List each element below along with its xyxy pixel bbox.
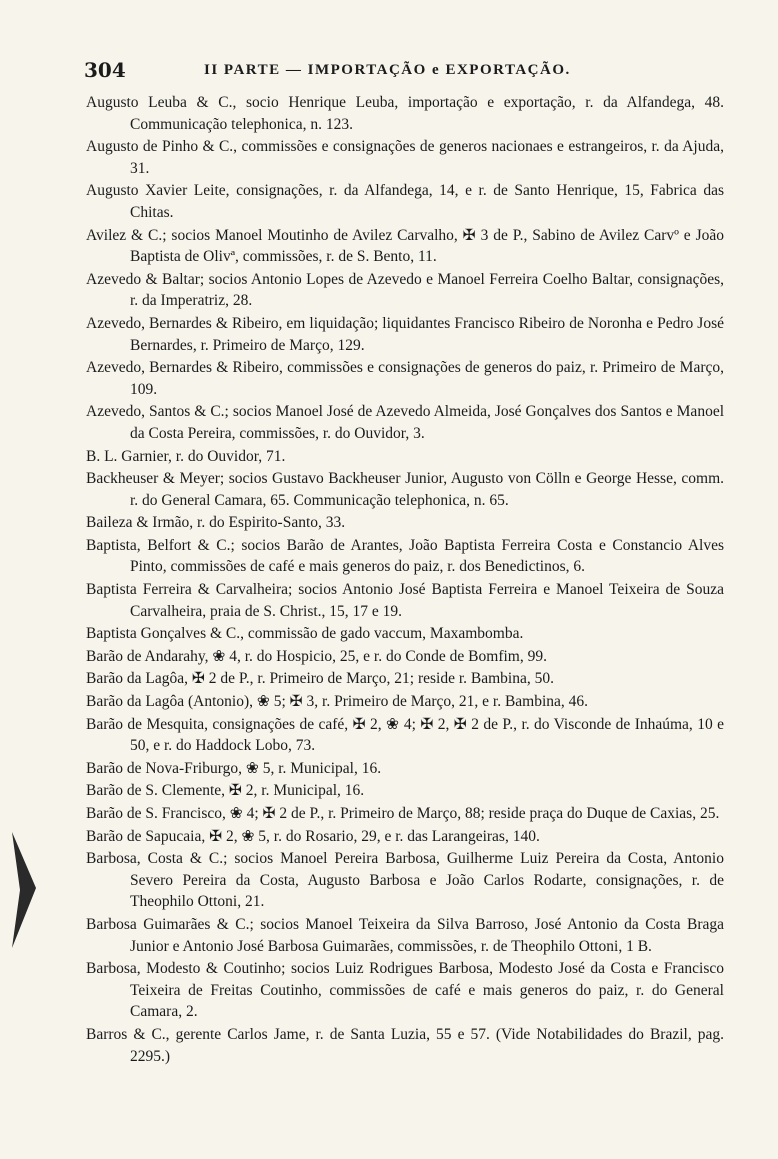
directory-entry: Barão de S. Francisco, ❀ 4; ✠ 2 de P., r. Primeiro de Março, 88; reside praça do Duque de Caxias, 25. — [86, 805, 720, 822]
directory-entry: Baptista Ferreira & Carvalheira; socios Antonio José Baptista Ferreira e Manoel Teixeira de Souza Carvalheira, praia de S. Christ., 15, 17 e 19. — [86, 581, 724, 620]
directory-entry: Augusto Xavier Leite, consignações, r. da Alfandega, 14, e r. de Santo Henrique, 15, Fabrica das Chitas. — [86, 182, 724, 221]
directory-entry: Azevedo, Bernardes & Ribeiro, em liquidação; liquidantes Francisco Ribeiro de Noronha e Pedro José Bernardes, r. Primeiro de Março, 129. — [86, 314, 724, 354]
directory-entries — [86, 92, 724, 1068]
directory-entry: Barbosa Guimarães & C.; socios Manoel Teixeira da Silva Barroso, José Antonio da Costa Braga Junior e Antonio José Barbosa Guimarães, commissões, r. de Theophilo Ottoni, 1 B. — [86, 915, 724, 955]
directory-entry: Barbosa, Modesto & Coutinho; socios Luiz Rodrigues Barbosa, Modesto José da Costa e Francisco Teixeira de Freitas Coutinho, commissões de café e mais generos do paiz, r. do General Camara, 2. — [86, 960, 724, 1021]
directory-entry: Avilez & C.; socios Manoel Moutinho de Avilez Carvalho, ✠ 3 de P., Sabino de Avilez Carvº e João Baptista de Olivª, commissões, r. de S. Bento, 11. — [86, 226, 724, 266]
directory-entry: Baileza & Irmão, r. do Espirito-Santo, 33. — [86, 514, 346, 532]
directory-entry: Barão de Sapucaia, ✠ 2, ❀ 5, r. do Rosario, 29, e r. das Larangeiras, 140. — [86, 827, 540, 845]
directory-entry: Barão da Lagôa, ✠ 2 de P., r. Primeiro de Março, 21; reside r. Bambina, 50. — [86, 670, 554, 688]
directory-entry: Augusto de Pinho & C., commissões e consignações de generos nacionaes e estrangeiros, r. da Ajuda, 31. — [86, 138, 724, 177]
directory-entry: Barão de S. Clemente, ✠ 2, r. Municipal, 16. — [86, 782, 365, 800]
directory-entry: Azevedo, Bernardes & Ribeiro, commissões e consignações de generos do paiz, r. Primeiro de Março, 109. — [86, 359, 724, 398]
page-number: 304 — [84, 58, 126, 82]
directory-entry: Backheuser & Meyer; socios Gustavo Backheuser Junior, Augusto von Cölln e George Hesse, comm. r. do General Camara, 65. Communicação telephonica, n. 65. — [86, 470, 724, 509]
directory-entry: Augusto Leuba & C., socio Henrique Leuba, importação e exportação, r. da Alfandega, 48. Communicação telephonica, n. 123. — [86, 94, 724, 133]
directory-entry: Barão de Andarahy, ❀ 4, r. do Hospicio, 25, e r. do Conde de Bomfim, 99. — [86, 647, 547, 665]
directory-entry: Barros & C., gerente Carlos Jame, r. de Santa Luzia, 55 e 57. (Vide Notabilidades do Brazil, pag. 2295.) — [86, 1025, 724, 1065]
directory-entry: Baptista, Belfort & C.; socios Barão de Arantes, João Baptista Ferreira Costa e Constancio Alves Pinto, commissões de café e mais generos do paiz, r. dos Benedictinos, 6. — [86, 536, 724, 576]
directory-entry: Azevedo, Santos & C.; socios Manoel José de Azevedo Almeida, José Gonçalves dos Santos e Manoel da Costa Pereira, commissões, r. do Ouvidor, 3. — [86, 403, 724, 442]
directory-entry: Barbosa, Costa & C.; socios Manoel Pereira Barbosa, Guilherme Luiz Pereira da Costa, Antonio Severo Pereira da Costa, Augusto Barbosa e João Carlos Rodarte, consignações, r. de Theophilo Ottoni, 21. — [86, 850, 724, 911]
directory-entry: Baptista Gonçalves & C., commissão de gado vaccum, Maxambomba. — [86, 625, 524, 643]
directory-entry: Barão de Mesquita, consignações de café, ✠ 2, ❀ 4; ✠ 2, ✠ 2 de P., r. do Visconde de Inhaúma, 10 e 50, e r. do Haddock Lobo, 73. — [86, 715, 724, 755]
running-title: II PARTE — IMPORTAÇÃO e EXPORTAÇÃO. — [204, 62, 571, 78]
directory-entry: B. L. Garnier, r. do Ouvidor, 71. — [86, 447, 286, 465]
page-header — [84, 58, 724, 84]
directory-entry: Azevedo & Baltar; socios Antonio Lopes de Azevedo e Manoel Ferreira Coelho Baltar, consignações, r. da Imperatriz, 28. — [86, 270, 724, 310]
directory-entry: Barão da Lagôa (Antonio), ❀ 5; ✠ 3, r. Primeiro de Março, 21, e r. Bambina, 46. — [86, 693, 589, 711]
margin-bracket-mark — [10, 830, 38, 950]
directory-entry: Barão de Nova-Friburgo, ❀ 5, r. Municipal, 16. — [86, 759, 382, 777]
